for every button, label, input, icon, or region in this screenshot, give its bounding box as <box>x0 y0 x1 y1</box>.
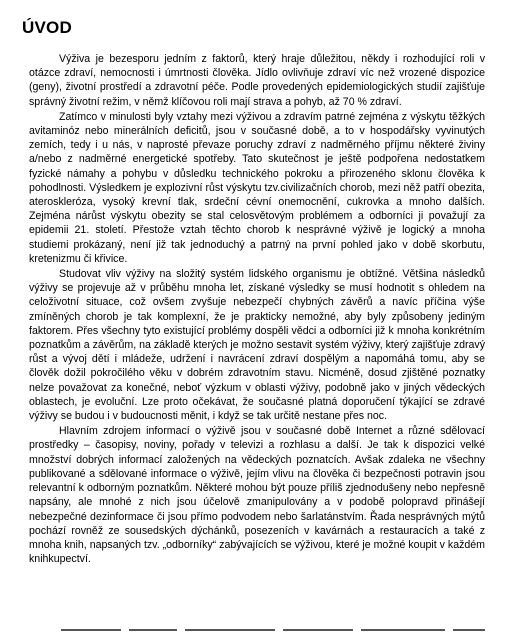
paragraph-3: Studovat vliv výživy na složitý systém lidského organismu je obtížné. Většina následků výživy se projevuje až v průběhu mnoha let, získané výsledky se musí hodnotit s ohledem na celoživotní situace, což ovšem zvyšuje nebezpečí chybných závěrů a navíc příčina výše zmíněných chorob je tak komplexní, že je prakticky nemožné, aby byly způsobeny jediným faktorem. Přes všechny tyto existující problémy dospěli vědci a odborníci již k mnoha konkrétním poznatkům a závěrům, na základě kterých je možno sestavit systém výživy, který zajišťuje zdravý růst a vývoj dětí i mládeže, udržení i navrácení zdraví dospělým a napomáhá tomu, aby se člověk dožil pokročilého věku v dobrém zdravotním stavu. Nicméně, dosud zjištěné poznatky nelze považovat za konečné, neboť výzkum v oblasti výživy, podobně jako v jiných vědeckých oblastech, je evoluční. Lze proto očekávat, že současné platná doporučení týkající se zdravé výživy se budou i v budoucnosti měnit, i když se tak určitě nestane přes noc. <box>29 268 485 423</box>
section-heading: ÚVOD <box>22 18 72 37</box>
body-text <box>29 52 485 566</box>
paragraph-2: Zatímco v minulosti byly vztahy mezi výživou a zdravím patrné zejména z výskytu těžkých avitaminóz nebo minerálních deficitů, jsou v současné době, a to v hospodářsky vyvinutých zemích, tedy i u nás, v naprosté převaze poruchy zdraví z nadměrného příjmu některé živiny a/nebo z nadměrné energetické spotřeby. Tato skutečnost je ještě podpořena nedostatkem fyzické námahy a pohybu v důsledku technického pokroku a přirozeného sklonu člověka k pohodlnosti. Výsledkem je explozivní růst výskytu tzv.civilizačních chorob, mezi něž patří obezita, ateroskleróza, vysoký krevní tlak, srdeční cévní onemocnění, cukrovka a mnoho dalších. Zejména nárůst výskytu obezity se stal celosvětovým problémem a odborníci ji považují za epidemii 21. století. Přestože vztah těchto chorob k nesprávné výživě je logický a mnoha studiemi prokázaný, není již tak jednoduchý a patrný na první pohled jako v době skorbutu, kretenizmu či křivice. <box>29 110 485 265</box>
cropped-text-fragment <box>129 629 177 631</box>
cropped-text-fragment <box>61 629 121 631</box>
cropped-next-line <box>29 626 485 633</box>
paragraph-4: Hlavním zdrojem informací o výživě jsou v současné době Internet a různé sdělovací prostředky – časopisy, noviny, pořady v televizi a rozhlasu a další. Je tak k dispozici velké množství dobrých informací založených na vědeckých poznatcích. Avšak zdaleka ne všechny publikované a sdělované informace o výživě, jejím vlivu na člověka či bezpečnosti potravin jsou relevantní k odborným poznatkům. Některé mohou být pouze příliš zjednodušeny nebo nepřesně napsány, ale mnohé z nich jsou účelově zmanipulovány a v podobě polopravd přinášejí nebezpečné dezinformace či jsou přímo podvodem nebo šarlatánstvím. Řada nesprávných mýtů pochází rovněž ze sousedských dýchánků, posezeních v kavárnách a restauracích a také z mnoha knih, napsaných tzv. „odborníky“ zabývajících se výživou, které je možné koupit v každém knihkupectví. <box>29 425 485 566</box>
cropped-text-fragment <box>453 629 485 631</box>
cropped-text-fragment <box>283 629 353 631</box>
cropped-text-fragment <box>361 629 445 631</box>
cropped-text-fragment <box>185 629 275 631</box>
paragraph-1: Výživa je bezesporu jedním z faktorů, který hraje důležitou, někdy i rozhodující roli v otázce zdraví, nemocnosti i úmrtnosti člověka. Jídlo ovlivňuje zdraví víc než vrozené dispozice (geny), životní prostředí a zdravotní péče. Podle provedených epidemiologických studií zajišťuje správný životní režim, v němž klíčovou roli mají strava a pohyb, až 70 % zdraví. <box>29 53 485 108</box>
